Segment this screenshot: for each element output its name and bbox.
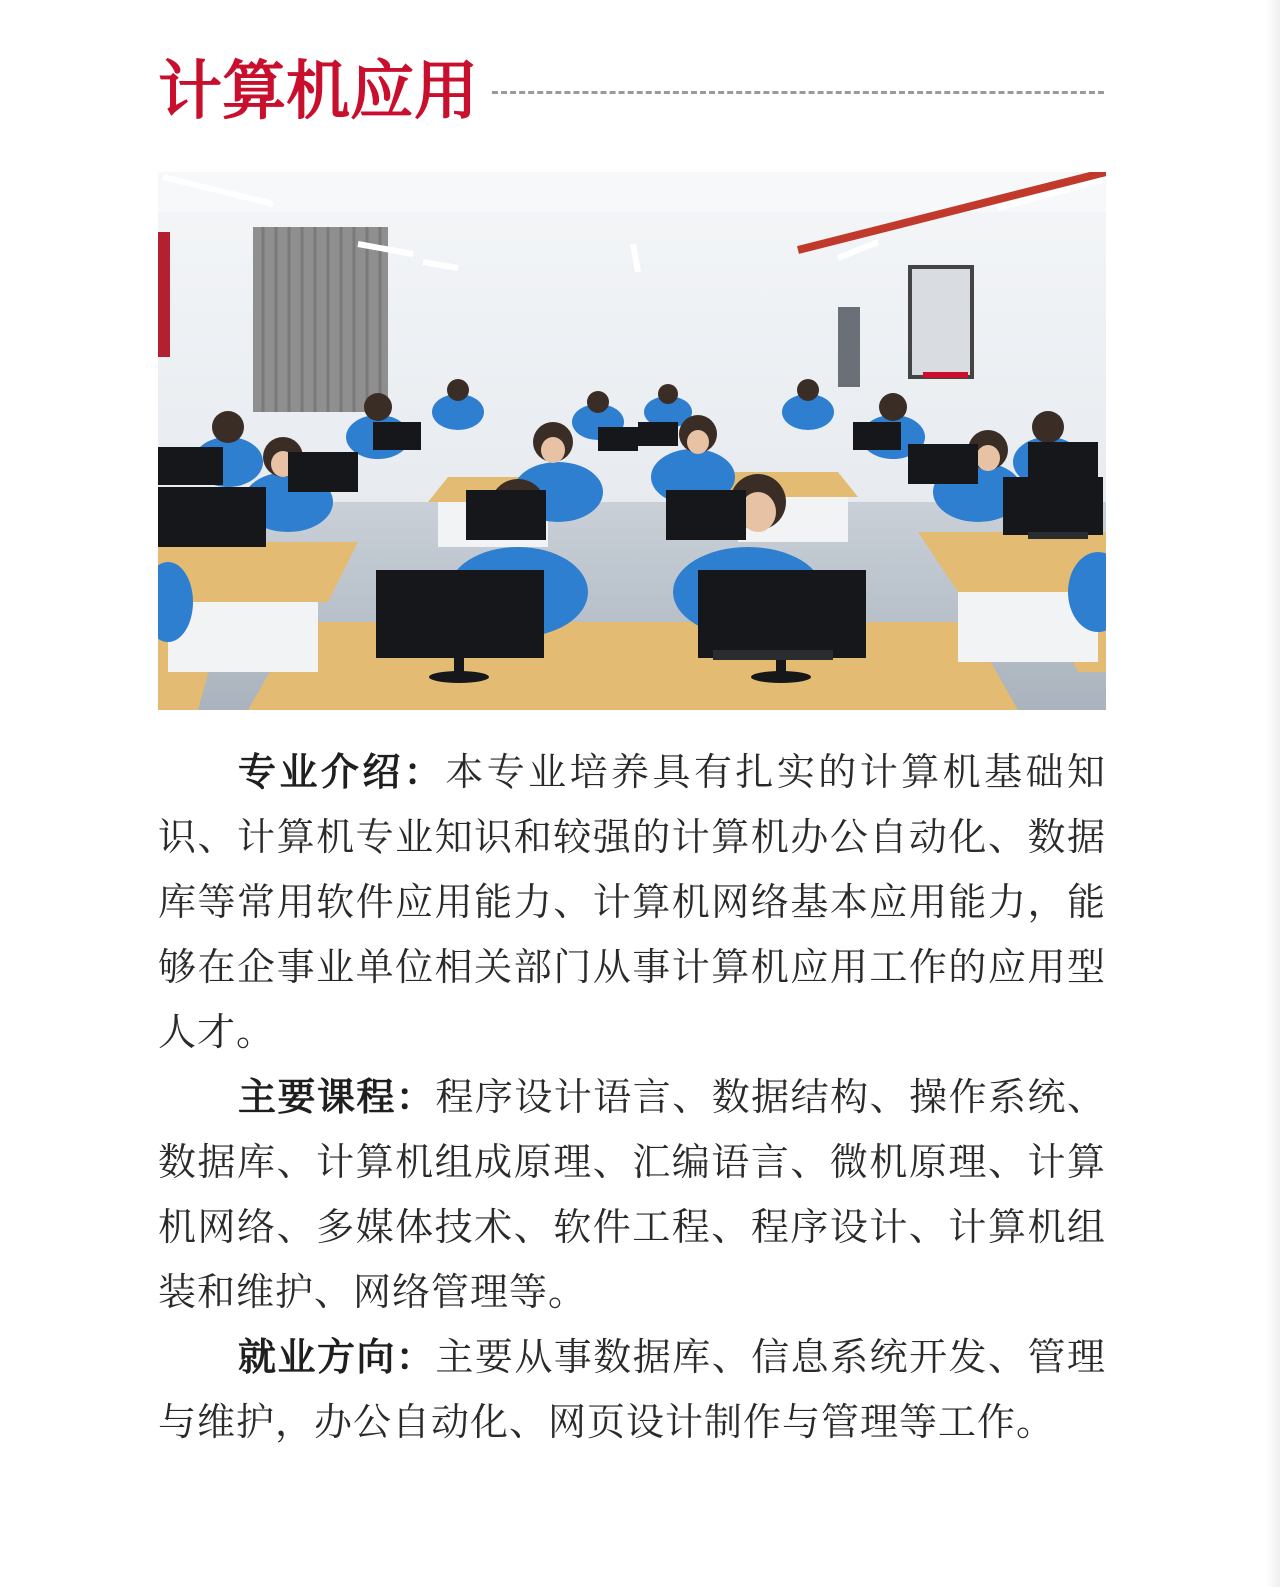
page-edge-shadow bbox=[1266, 0, 1280, 1587]
section-careers bbox=[158, 1325, 1106, 1455]
section-courses-label: 主要课程： bbox=[238, 1075, 436, 1119]
section-courses bbox=[158, 1065, 1106, 1325]
section-careers-text: 主要从事数据库、信息系统开发、管理与维护，办公自动化、网页设计制作与管理等工作。 bbox=[158, 1335, 1106, 1444]
section-careers-label: 就业方向： bbox=[238, 1335, 436, 1379]
section-intro-label: 专业介绍： bbox=[238, 750, 446, 794]
section-intro-text: 本专业培养具有扎实的计算机基础知识、计算机专业知识和较强的计算机办公自动化、数据库等常用软件应用能力、计算机网络基本应用能力，能够在企事业单位相关部门从事计算机应用工作的应用型人才。 bbox=[158, 750, 1106, 1054]
page-title: 计算机应用 bbox=[158, 55, 478, 129]
title-dotted-divider bbox=[492, 91, 1104, 94]
section-courses-text: 程序设计语言、数据结构、操作系统、数据库、计算机组成原理、汇编语言、微机原理、计算机网络、多媒体技术、软件工程、程序设计、计算机组装和维护、网络管理等。 bbox=[158, 1075, 1106, 1314]
computer-lab-photo bbox=[158, 172, 1106, 710]
article-body bbox=[158, 740, 1106, 1455]
section-intro bbox=[158, 740, 1106, 1065]
